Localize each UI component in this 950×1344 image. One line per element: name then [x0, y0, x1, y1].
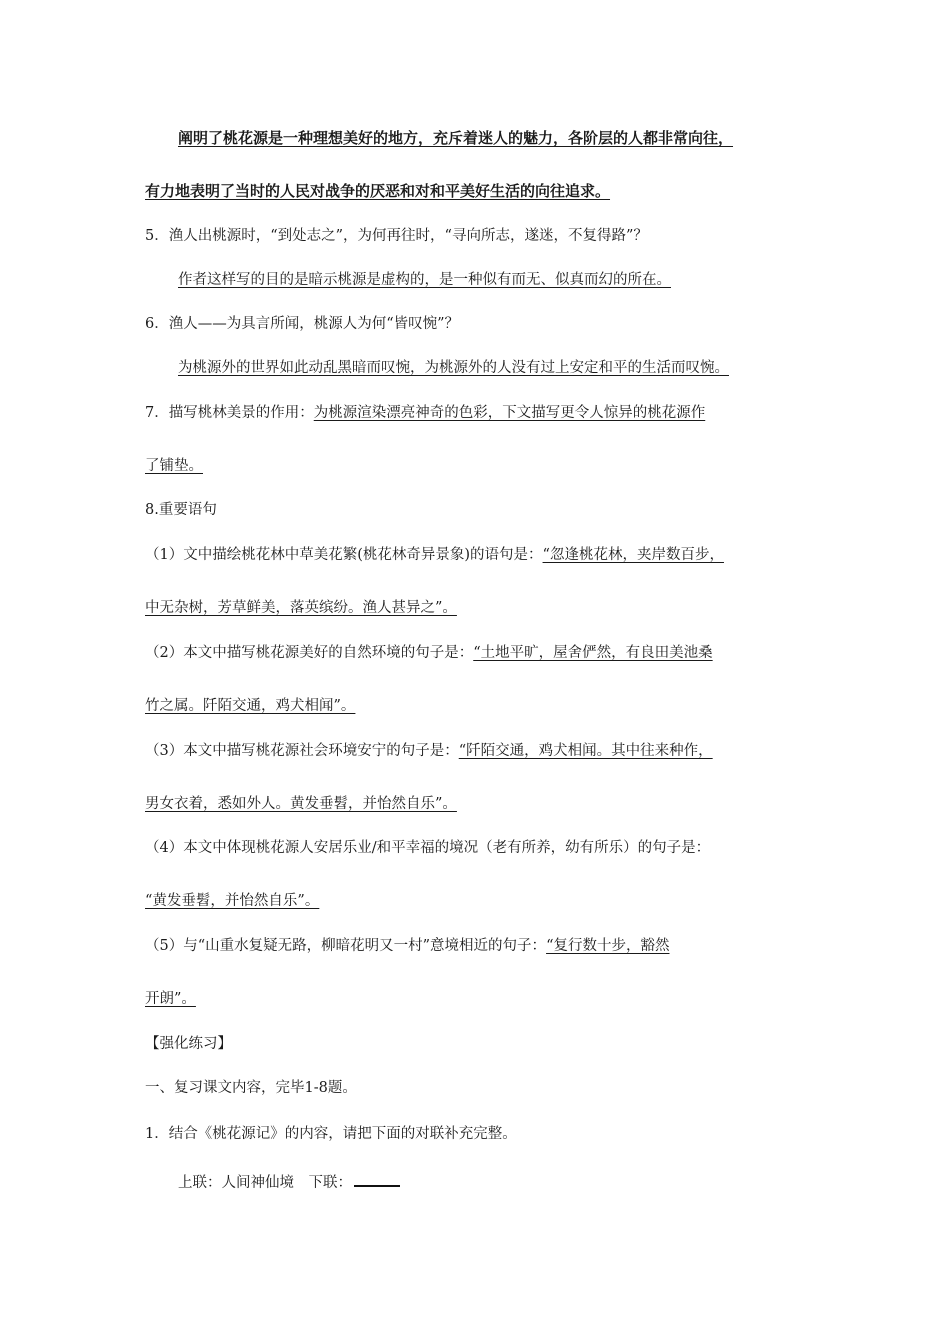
q8-item-4-prefix: （4）本文中体现桃花源人安居乐业/和平幸福的境况（老有所养，幼有所乐）的句子是：: [145, 840, 711, 856]
q6-answer: 为桃源外的世界如此动乱黑暗而叹惋，为桃源外的人没有过上安定和平的生活而叹惋。: [178, 360, 729, 376]
q7-line-1: [145, 403, 705, 423]
q8-item-2-prefix: （2）本文中描写桃花源美好的自然环境的句子是：: [145, 645, 474, 661]
q7-prefix: 7．描写桃林美景的作用：: [145, 405, 314, 421]
q8-item-5-line-1: [145, 936, 669, 956]
q8-item-5-answer-part2: 开朗”。: [145, 991, 196, 1007]
practice-section-1: 一、复习课文内容，完毕1-8题。: [145, 1080, 357, 1096]
q6-question: 6．渔人——为具言所闻，桃源人为何“皆叹惋”？: [145, 316, 460, 332]
q8-item-5-prefix: （5）与“山重水复疑无路，柳暗花明又一村”意境相近的句子：: [145, 938, 547, 954]
q8-item-3-answer-part1: “阡陌交通，鸡犬相闻。其中往来种作，: [458, 743, 713, 759]
practice-heading: 【强化练习】: [145, 1036, 232, 1052]
q8-heading: 8.重要语句: [145, 502, 217, 518]
intro-line-1: 阐明了桃花源是一种理想美好的地方，充斥着迷人的魅力，各阶层的人都非常向往，: [178, 129, 734, 147]
q8-item-2-line-1: [145, 643, 713, 663]
q8-item-2-answer-part1: “土地平旷，屋舍俨然，有良田美池桑: [473, 645, 713, 661]
q5-question: 5．渔人出桃源时，“到处志之”，为何再往时，“寻向所志，遂迷，不复得路”？: [145, 228, 648, 244]
intro-line-2: 有力地表明了当时的人民对战争的厌恶和对和平美好生活的向往追求。: [145, 182, 611, 200]
answer-blank[interactable]: [354, 1170, 400, 1187]
q8-item-3-prefix: （3）本文中描写桃花源社会环境安宁的句子是：: [145, 743, 459, 759]
practice-q1: 1．结合《桃花源记》的内容，请把下面的对联补充完整。: [145, 1126, 517, 1142]
q8-item-5-answer-part1: “复行数十步，豁然: [546, 938, 670, 954]
q7-answer-part1: 为桃源渲染漂亮神奇的色彩，下文描写更令人惊异的桃花源作: [313, 405, 706, 421]
q5-answer: 作者这样写的目的是暗示桃源是虚构的，是一种似有而无、似真而幻的所在。: [178, 272, 671, 288]
q8-item-1-prefix: （1）文中描绘桃花林中草美花繁(桃花林奇异景象)的语句是：: [145, 547, 543, 563]
couplet-line: [178, 1170, 400, 1193]
q8-item-1-answer-part1: “忽逢桃花林，夹岸数百步，: [542, 547, 724, 563]
q7-answer-part2: 了铺垫。: [145, 458, 203, 474]
q8-item-4-answer-part2: “黄发垂髫，并怡然自乐”。: [145, 893, 320, 909]
q8-item-2-answer-part2: 竹之属。阡陌交通，鸡犬相闻”。: [145, 698, 356, 714]
q8-item-3-answer-part2: 男女衣着，悉如外人。黄发垂髫，并怡然自乐”。: [145, 796, 457, 812]
couplet-text: 上联：人间神仙境 下联：: [178, 1175, 352, 1191]
q8-item-3-line-1: [145, 741, 713, 761]
q8-item-1-answer-part2: 中无杂树，芳草鲜美，落英缤纷。渔人甚异之”。: [145, 600, 457, 616]
q8-item-1-line-1: [145, 545, 724, 565]
